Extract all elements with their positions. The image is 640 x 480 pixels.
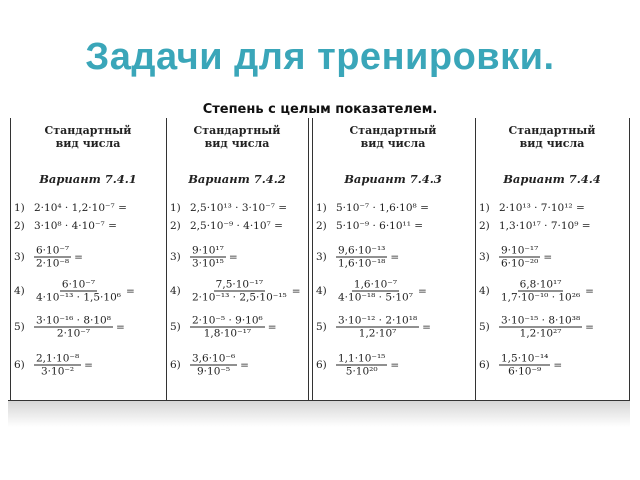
task-fraction	[34, 353, 93, 378]
task-expression: 2·10⁴ · 1,2·10⁻⁷ =	[34, 202, 127, 214]
task-expression: 2,5·10¹³ · 3·10⁻⁷ =	[190, 202, 288, 214]
task-number: 3)	[170, 251, 181, 263]
task-number: 5)	[170, 321, 181, 333]
denominator: 4·10⁻¹³ · 1,5·10⁶	[36, 291, 121, 304]
task-number: 5)	[479, 321, 490, 333]
column-divider	[312, 118, 313, 400]
fraction	[499, 279, 582, 304]
task-fraction	[190, 353, 249, 378]
task-row	[314, 350, 472, 380]
task-number: 4)	[479, 285, 490, 297]
slide-title: Задачи для тренировки.	[85, 36, 555, 78]
equals-sign: =	[291, 285, 301, 297]
task-row	[168, 350, 306, 380]
denominator: 4·10⁻¹⁸ · 5·10⁷	[338, 291, 413, 304]
task-number: 5)	[316, 321, 327, 333]
denominator: 3·10¹⁵	[192, 257, 224, 270]
task-fraction	[34, 245, 83, 270]
task-row	[12, 218, 164, 234]
variant-column	[168, 118, 306, 400]
fraction	[499, 245, 540, 270]
column-header: Стандартный вид числа	[508, 124, 596, 150]
task-row	[477, 218, 627, 234]
task-row	[477, 276, 627, 306]
task-row	[477, 200, 627, 216]
variant-column	[12, 118, 164, 400]
task-row	[477, 350, 627, 380]
equals-sign: =	[585, 285, 594, 297]
numerator: 1,6·10⁻⁷	[353, 278, 398, 291]
task-fraction	[190, 279, 301, 304]
variant-label: Вариант 7.4.1	[39, 172, 137, 186]
task-expression: 5·10⁻⁷ · 1,6·10⁸ =	[336, 202, 429, 214]
equals-sign: =	[422, 321, 431, 333]
equals-sign: =	[125, 285, 135, 297]
task-fraction	[34, 315, 125, 340]
fraction	[336, 353, 387, 378]
numerator: 9·10¹⁷	[192, 244, 224, 257]
column-header: Стандартный вид числа	[349, 124, 437, 150]
column-divider	[166, 118, 167, 400]
variant-column	[314, 118, 472, 400]
equals-sign: =	[240, 359, 249, 371]
task-fraction	[336, 245, 399, 270]
task-number: 6)	[316, 359, 327, 371]
numerator: 6,8·10¹⁷	[519, 278, 562, 291]
fraction	[499, 353, 550, 378]
task-fraction	[336, 315, 431, 340]
fraction	[336, 315, 419, 340]
table-left-border	[10, 118, 11, 400]
fraction	[34, 315, 113, 340]
denominator: 2·10⁻¹³ · 2,5·10⁻¹⁵	[192, 291, 287, 304]
task-fraction	[499, 315, 594, 340]
numerator: 6·10⁻⁷	[36, 244, 70, 257]
equals-sign: =	[267, 321, 277, 333]
numerator: 1,5·10⁻¹⁴	[501, 352, 549, 365]
task-row	[477, 242, 627, 272]
variant-label: Вариант 7.4.3	[344, 172, 442, 186]
fraction	[190, 315, 265, 340]
task-row	[314, 218, 472, 234]
task-number: 3)	[479, 251, 490, 263]
numerator: 3·10⁻¹⁵ · 8·10³⁸	[501, 314, 581, 327]
numerator: 3·10⁻¹² · 2·10¹⁸	[338, 314, 418, 327]
equals-sign: =	[115, 321, 125, 333]
task-number: 1)	[316, 202, 327, 214]
task-number: 2)	[479, 220, 490, 232]
task-fraction	[499, 245, 552, 270]
denominator: 2·10⁻⁷	[56, 327, 91, 340]
task-fraction	[336, 279, 427, 304]
task-row	[314, 312, 472, 342]
task-fraction	[34, 279, 135, 304]
task-number: 6)	[170, 359, 181, 371]
task-number: 3)	[14, 251, 25, 263]
task-number: 1)	[170, 202, 181, 214]
equals-sign: =	[390, 251, 400, 263]
task-number: 3)	[316, 251, 327, 263]
denominator: 3·10⁻²	[41, 365, 75, 378]
task-fraction	[499, 279, 594, 304]
task-expression: 1,3·10¹⁷ · 7·10⁹ =	[499, 220, 591, 232]
denominator: 5·10²⁰	[345, 365, 378, 378]
task-fraction	[499, 353, 562, 378]
numerator: 9,6·10⁻¹³	[338, 244, 386, 257]
table-right-border	[629, 118, 630, 400]
task-row	[168, 276, 306, 306]
equals-sign: =	[390, 359, 400, 371]
task-number: 4)	[170, 285, 181, 297]
task-row	[168, 242, 306, 272]
task-row	[12, 200, 164, 216]
numerator: 3·10⁻¹⁶ · 8·10⁸	[36, 314, 111, 327]
denominator: 1,2·10²⁷	[519, 327, 562, 340]
fraction	[336, 279, 415, 304]
denominator: 1,6·10⁻¹⁸	[338, 257, 386, 270]
numerator: 9·10⁻¹⁷	[501, 244, 539, 257]
task-row	[168, 200, 306, 216]
task-number: 4)	[316, 285, 327, 297]
fraction	[499, 315, 582, 340]
task-number: 2)	[316, 220, 327, 232]
equals-sign: =	[74, 251, 83, 263]
task-row	[477, 312, 627, 342]
denominator: 1,8·10⁻¹⁷	[203, 327, 252, 340]
fraction	[34, 245, 71, 270]
task-number: 1)	[479, 202, 490, 214]
denominator: 6·10⁻²⁰	[501, 257, 539, 270]
numerator: 3,6·10⁻⁶	[192, 352, 236, 365]
equals-sign: =	[228, 251, 238, 263]
task-expression: 3·10⁸ · 4·10⁻⁷ =	[34, 220, 117, 232]
column-divider	[475, 118, 476, 400]
task-row	[12, 350, 164, 380]
task-number: 2)	[14, 220, 25, 232]
task-row	[314, 200, 472, 216]
fraction	[190, 245, 226, 270]
task-number: 1)	[14, 202, 25, 214]
numerator: 6·10⁻⁷	[61, 278, 96, 291]
fraction	[34, 353, 81, 378]
column-header: Стандартный вид числа	[44, 124, 132, 150]
task-row	[168, 218, 306, 234]
column-header: Стандартный вид числа	[193, 124, 281, 150]
task-number: 6)	[479, 359, 490, 371]
task-fraction	[190, 245, 238, 270]
denominator: 1,2·10⁷	[358, 327, 397, 340]
page-subtitle: Степень с целым показателем.	[202, 102, 438, 117]
variant-label: Вариант 7.4.2	[188, 172, 286, 186]
task-number: 5)	[14, 321, 25, 333]
task-expression: 2·10¹³ · 7·10¹² =	[499, 202, 585, 214]
column-divider	[308, 118, 309, 400]
denominator: 6·10⁻⁹	[508, 365, 542, 378]
numerator: 2,1·10⁻⁸	[36, 352, 80, 365]
task-fraction	[336, 353, 399, 378]
fraction	[336, 245, 387, 270]
numerator: 1,1·10⁻¹⁵	[338, 352, 386, 365]
variant-label: Вариант 7.4.4	[503, 172, 601, 186]
task-number: 2)	[170, 220, 181, 232]
worksheet-table	[10, 118, 630, 400]
denominator: 1,7·10⁻¹⁰ · 10²⁶	[501, 291, 581, 304]
task-row	[314, 242, 472, 272]
slide-shadow	[8, 401, 630, 427]
task-row	[12, 312, 164, 342]
denominator: 2·10⁻⁸	[36, 257, 70, 270]
numerator: 7,5·10⁻¹⁷	[215, 278, 264, 291]
numerator: 2·10⁻⁵ · 9·10⁶	[192, 314, 263, 327]
equals-sign: =	[84, 359, 93, 371]
task-expression: 5·10⁻⁹ · 6·10¹¹ =	[336, 220, 424, 232]
variant-column	[477, 118, 627, 400]
task-row	[12, 242, 164, 272]
fraction	[190, 279, 289, 304]
task-fraction	[190, 315, 277, 340]
task-row	[314, 276, 472, 306]
denominator: 9·10⁻⁵	[197, 365, 231, 378]
equals-sign: =	[417, 285, 427, 297]
fraction	[34, 279, 123, 304]
equals-sign: =	[543, 251, 553, 263]
equals-sign: =	[553, 359, 563, 371]
task-expression: 2,5·10⁻⁹ · 4·10⁷ =	[190, 220, 283, 232]
task-number: 4)	[14, 285, 25, 297]
task-number: 6)	[14, 359, 25, 371]
fraction	[190, 353, 237, 378]
task-row	[12, 276, 164, 306]
task-row	[168, 312, 306, 342]
equals-sign: =	[585, 321, 594, 333]
